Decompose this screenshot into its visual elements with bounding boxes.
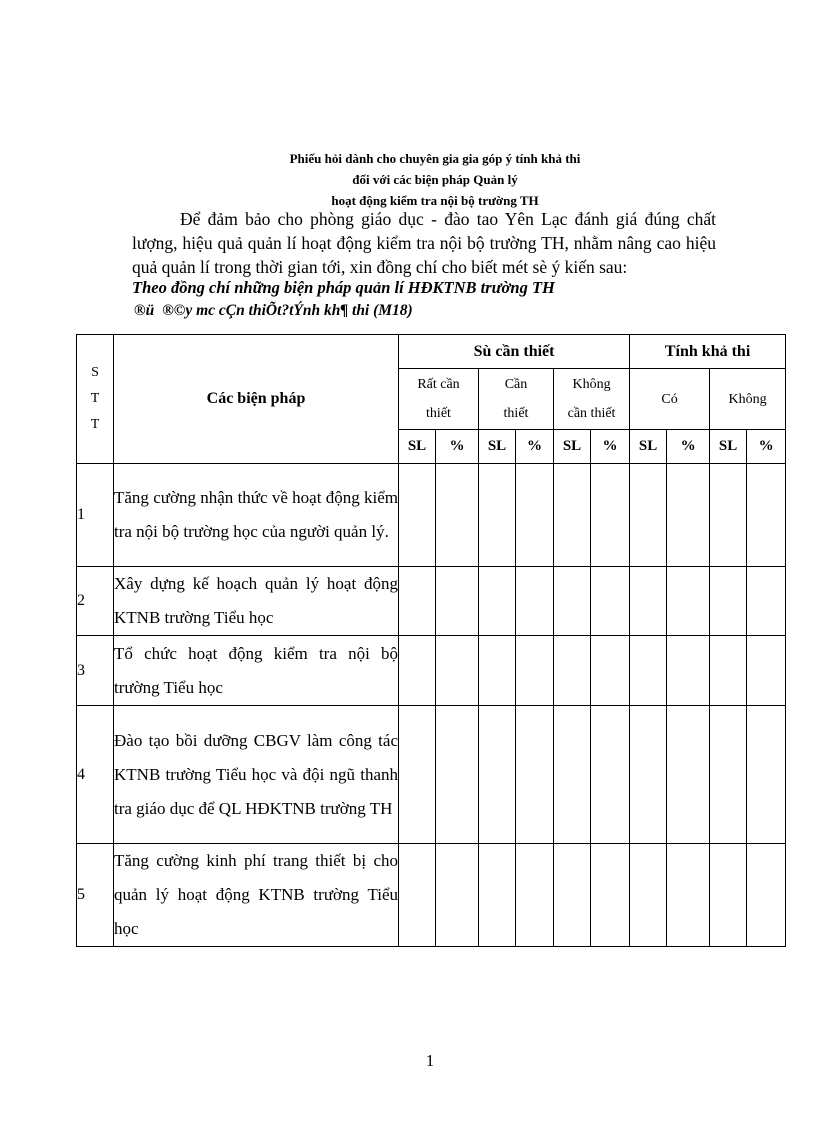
sl-header: SL	[399, 430, 436, 464]
feasible-no-header: Không	[710, 369, 786, 430]
row-number: 3	[77, 636, 114, 706]
answer-cell[interactable]	[710, 464, 747, 567]
measures-header: Các biện pháp	[114, 335, 399, 464]
measure-text: Tăng cường nhận thức về hoạt động kiểm tra nội bộ trường học của người quản lý.	[114, 464, 399, 567]
stt-header	[77, 335, 114, 464]
survey-title-line-3: hoạt động kiểm tra nội bộ trường TH	[331, 193, 539, 208]
question-line-2-text: ®©y mc cÇn thiÕt?tÝnh kh¶ thi (M18)	[162, 302, 413, 319]
answer-cell[interactable]	[436, 636, 479, 706]
answer-cell[interactable]	[399, 636, 436, 706]
measure-text: Xây dựng kế hoạch quản lý hoạt động KTNB trường Tiểu học	[114, 567, 399, 636]
answer-cell[interactable]	[516, 636, 554, 706]
answer-cell[interactable]	[710, 636, 747, 706]
not-necessary-header	[554, 369, 630, 430]
measure-text: Đào tạo bồi dưỡng CBGV làm công tác KTNB trường Tiểu học và đội ngũ thanh tra giáo dục để QL HĐKTNB trường TH	[114, 706, 399, 844]
not-necessary-line1: Không	[572, 377, 611, 392]
sl-header: SL	[479, 430, 516, 464]
answer-cell[interactable]	[516, 706, 554, 844]
answer-cell[interactable]	[479, 636, 516, 706]
answer-cell[interactable]	[554, 844, 591, 947]
answer-cell[interactable]	[630, 844, 667, 947]
table-row	[77, 464, 786, 567]
answer-cell[interactable]	[747, 464, 786, 567]
feasibility-group-header: Tính khả thi	[630, 335, 786, 369]
percent-header: %	[667, 430, 710, 464]
answer-cell[interactable]	[710, 567, 747, 636]
very-necessary-line1: Rất cần	[417, 377, 460, 392]
question-line-2	[134, 300, 413, 322]
answer-cell[interactable]	[399, 464, 436, 567]
page-number: 1	[425, 1051, 435, 1070]
sl-header: SL	[554, 430, 591, 464]
necessary-header	[479, 369, 554, 430]
answer-cell[interactable]	[554, 464, 591, 567]
necessary-line2: thiết	[503, 406, 529, 421]
answer-cell[interactable]	[747, 844, 786, 947]
answer-cell[interactable]	[516, 567, 554, 636]
answer-cell[interactable]	[630, 567, 667, 636]
very-necessary-header	[399, 369, 479, 430]
answer-cell[interactable]	[747, 636, 786, 706]
answer-cell[interactable]	[479, 567, 516, 636]
table-row	[77, 844, 786, 947]
intro-paragraph-text: Để đảm bảo cho phòng giáo dục - đào tao Yên Lạc đánh giá đúng chất lượng, hiệu quả quản lí hoạt động kiểm tra nội bộ trường TH, nhằm nâng cao hiệu quả quản lí trong thời gian tới, xin đồng chí cho biết mét sè ý kiến sau:	[132, 209, 716, 277]
answer-cell[interactable]	[667, 567, 710, 636]
answer-cell[interactable]	[479, 706, 516, 844]
stt-letter: T	[90, 391, 100, 406]
answer-cell[interactable]	[667, 706, 710, 844]
table-row	[77, 567, 786, 636]
percent-header: %	[516, 430, 554, 464]
answer-cell[interactable]	[667, 464, 710, 567]
answer-cell[interactable]	[630, 706, 667, 844]
answer-cell[interactable]	[591, 464, 630, 567]
answer-cell[interactable]	[399, 844, 436, 947]
answer-cell[interactable]	[436, 464, 479, 567]
measure-text: Tăng cường kinh phí trang thiết bị cho quản lý hoạt động KTNB trường Tiểu học	[114, 844, 399, 947]
sl-header: SL	[630, 430, 667, 464]
answer-cell[interactable]	[591, 844, 630, 947]
answer-cell[interactable]	[591, 636, 630, 706]
not-necessary-line2: cần thiết	[567, 406, 616, 421]
answer-cell[interactable]	[667, 636, 710, 706]
answer-cell[interactable]	[591, 706, 630, 844]
necessary-line1: Cần	[504, 377, 528, 392]
answer-cell[interactable]	[399, 567, 436, 636]
answer-cell[interactable]	[554, 636, 591, 706]
answer-cell[interactable]	[630, 464, 667, 567]
survey-title-line-1: Phiếu hỏi dành cho chuyên gia gia góp ý tính khả thi	[289, 151, 581, 166]
stt-letter: T	[90, 417, 100, 432]
row-number: 5	[77, 844, 114, 947]
answer-cell[interactable]	[591, 567, 630, 636]
percent-header: %	[436, 430, 479, 464]
question-prefix: ®ü	[134, 302, 155, 319]
survey-table	[76, 334, 786, 947]
answer-cell[interactable]	[667, 844, 710, 947]
stt-letter: S	[91, 365, 99, 380]
answer-cell[interactable]	[516, 464, 554, 567]
answer-cell[interactable]	[436, 567, 479, 636]
answer-cell[interactable]	[479, 844, 516, 947]
necessity-group-header: Sù cần thiết	[399, 335, 630, 369]
sl-header: SL	[710, 430, 747, 464]
answer-cell[interactable]	[710, 844, 747, 947]
row-number: 1	[77, 464, 114, 567]
percent-header: %	[591, 430, 630, 464]
question-line-1: Theo đồng chí những biện pháp quản lí HĐKTNB trường TH	[132, 278, 555, 297]
answer-cell[interactable]	[516, 844, 554, 947]
measure-text: Tổ chức hoạt động kiểm tra nội bộ trường Tiểu học	[114, 636, 399, 706]
table-row	[77, 706, 786, 844]
answer-cell[interactable]	[436, 706, 479, 844]
answer-cell[interactable]	[747, 706, 786, 844]
row-number: 4	[77, 706, 114, 844]
answer-cell[interactable]	[436, 844, 479, 947]
feasible-yes-header: Có	[630, 369, 710, 430]
answer-cell[interactable]	[710, 706, 747, 844]
answer-cell[interactable]	[479, 464, 516, 567]
answer-cell[interactable]	[554, 567, 591, 636]
very-necessary-line2: thiết	[426, 406, 451, 421]
percent-header: %	[747, 430, 786, 464]
answer-cell[interactable]	[747, 567, 786, 636]
answer-cell[interactable]	[554, 706, 591, 844]
survey-title-line-2: đối với các biện pháp Quản lý	[352, 172, 518, 187]
answer-cell[interactable]	[399, 706, 436, 844]
intro-paragraph	[132, 207, 716, 279]
row-number: 2	[77, 567, 114, 636]
answer-cell[interactable]	[630, 636, 667, 706]
table-row	[77, 636, 786, 706]
